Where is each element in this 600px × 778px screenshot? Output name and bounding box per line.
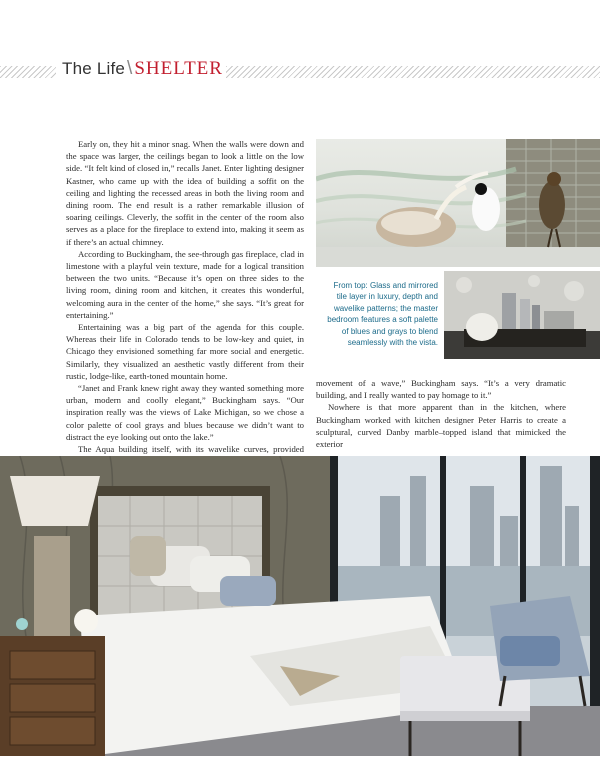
- header-rule-left: [0, 66, 56, 78]
- article-paragraph: The Aqua building itself, with its wavelike curves, provided: [78, 444, 304, 455]
- section-subtitle: SHELTER: [134, 58, 223, 79]
- article-paragraph: Nowhere is that more apparent than in the kitchen, where Buckingham worked with kitchen designer Peter Harris to create a sculptural, curved Danby marble–topped island that mimicked the exterior: [316, 402, 566, 450]
- article-paragraph: “Janet and Frank knew right away they wanted something more urban, modern and coolly elegant,” Buckingham says. “Our inspiration really was the views of Lake Michigan, so we chose a color palette of cool grays and blues because we didn’t want to distract the eye looking out onto the lake.”: [66, 383, 304, 442]
- article-paragraph: Entertaining was a big part of the agenda for this couple. Whereas their life in Colorado tends to be low-key and quiet, in Chicago they envisioned something far more social and energetic. Similarly, they visualized an aesthetic vastly different from their rustic, lodge-like, earth-toned mountain home.: [66, 322, 304, 381]
- header-slash-divider: \: [127, 58, 133, 79]
- photo-caption: From top: Glass and mirrored tile layer in luxury, depth and wavelike patterns; the master bedroom features a soft palette of blues and grays to blend seamlessly with the vista.: [327, 281, 438, 348]
- photo-master-bedroom: [0, 456, 600, 756]
- photo-bedroom-vanity: [444, 271, 600, 359]
- section-header: [62, 58, 223, 84]
- article-paragraph: Early on, they hit a minor snag. When the walls were down and the space was larger, the ceilings began to look a little on the low side. “It felt kind of closed in,” recalls Janet. Enter lighting designer Kastner, who came up with the idea of building a soffit on the ceiling and lighting the recessed areas in both the living room and dining room. The end result is a rather remarkable illusion of soaring ceilings. Cleverly, the soffit in the center of the room also serves as a place for the fireplace to extend into, making it seem as if there’s an actual chimney.: [66, 139, 304, 247]
- header-rule-right: [226, 66, 600, 78]
- article-column-right: [316, 377, 566, 450]
- section-name: The Life: [62, 59, 126, 78]
- article-column-left: [66, 138, 304, 480]
- article-paragraph: movement of a wave,” Buckingham says. “It’s a very dramatic building, and I really wanted to pay homage to it.”: [316, 378, 566, 401]
- article-paragraph: According to Buckingham, the see-through gas fireplace, clad in limestone with a playful vein texture, made for a logical transition between the two units. “Because it’s open on three sides to the living room, dining room and kitchen, it creates this wonderful, welcoming aura in the center of the home,” she says. “It’s great for entertaining.”: [66, 248, 304, 320]
- photo-glass-birds: [316, 139, 600, 267]
